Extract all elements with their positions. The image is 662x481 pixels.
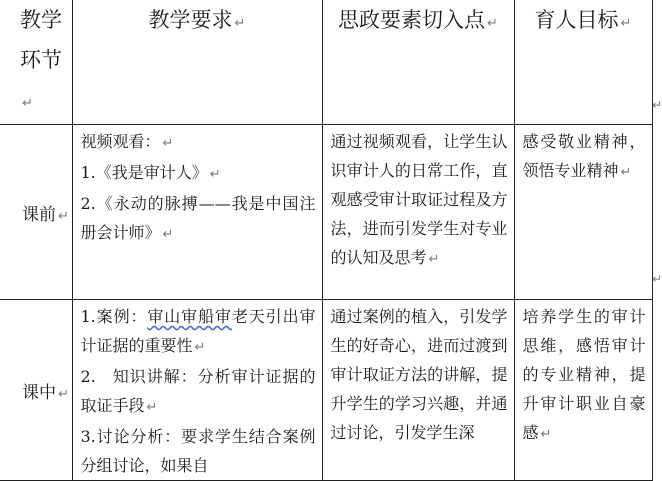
entry-point-text: 通过视频观看，让学生认识审计人的日常工作，直观感受审计取证过程及方法，进而引发学生对专业的认知及思考 bbox=[330, 132, 508, 267]
cell-end-mark: ↵ bbox=[58, 386, 69, 402]
header-entry-point bbox=[322, 0, 514, 125]
entry-point-cell bbox=[322, 125, 514, 300]
row-end-mark: ↵ bbox=[652, 98, 662, 112]
requirement-line: 视频观看： bbox=[80, 132, 161, 151]
requirement-item1-rest: 老天引出审计证据的重要性 bbox=[80, 307, 316, 355]
table-row-in-class bbox=[0, 300, 652, 481]
entry-point-cell bbox=[322, 300, 514, 481]
header-stage-line2: 环节 bbox=[20, 48, 62, 72]
header-requirement-label: 教学要求 bbox=[148, 8, 233, 32]
table-header-row bbox=[0, 0, 652, 125]
header-requirement bbox=[72, 0, 322, 125]
stage-label-cell bbox=[0, 125, 72, 300]
paragraph-mark: ↵ bbox=[194, 340, 206, 355]
requirement-line: 1.《我是审计人》 bbox=[80, 163, 208, 182]
cell-end-mark: ↵ bbox=[620, 16, 632, 31]
requirement-item2-text: 知识讲解：分析审计证据的取证手段 bbox=[80, 367, 316, 415]
goal-cell bbox=[514, 300, 652, 481]
entry-point-text: 通过案例的植入，引发学生的好奇心，进而过渡到审计取证方法的讲解，提升学生的学习兴趣，并通过讨论，引发学生深 bbox=[330, 307, 508, 442]
requirement-cell bbox=[72, 125, 322, 300]
stage-label: 课中 bbox=[22, 382, 56, 403]
cell-end-mark: ↵ bbox=[540, 427, 552, 442]
header-goal-label: 育人目标 bbox=[534, 8, 619, 32]
goal-cell bbox=[514, 125, 652, 300]
row-end-mark: ↵ bbox=[652, 272, 662, 286]
cell-end-mark: ↵ bbox=[234, 16, 246, 31]
cell-end-mark: ↵ bbox=[620, 165, 632, 180]
requirement-item3: 3.讨论分析：要求学生结合案例分组讨论，如果自 bbox=[80, 427, 316, 475]
header-stage-line1: 教学 bbox=[20, 8, 62, 32]
stage-label: 课前 bbox=[22, 204, 56, 225]
requirement-item1-prefix: 1.案例： bbox=[80, 307, 148, 326]
cell-end-mark: ↵ bbox=[22, 96, 33, 111]
stage-label-cell bbox=[0, 300, 72, 481]
requirement-cell bbox=[72, 300, 322, 481]
cell-end-mark: ↵ bbox=[428, 252, 440, 267]
requirement-item2-number: 2. bbox=[80, 367, 96, 386]
paragraph-mark: ↵ bbox=[146, 400, 158, 415]
requirement-line: 2.《永动的脉搏——我是中国注册会计师》 bbox=[80, 194, 316, 242]
cell-end-mark: ↵ bbox=[58, 208, 69, 224]
cell-end-mark: ↵ bbox=[487, 16, 498, 31]
header-goal bbox=[514, 0, 652, 125]
paragraph-mark: ↵ bbox=[162, 136, 174, 151]
header-stage bbox=[0, 0, 72, 125]
table-row-pre-class bbox=[0, 125, 652, 300]
goal-text: 培养学生的审计思维，感悟审计的专业精神，提升审计职业自豪感 bbox=[522, 307, 646, 442]
spellcheck-underlined-text[interactable]: 审山审船审 bbox=[147, 307, 232, 326]
cell-end-mark: ↵ bbox=[162, 227, 174, 242]
paragraph-mark: ↵ bbox=[209, 167, 221, 182]
header-entry-point-label: 思政要素切入点 bbox=[338, 8, 486, 32]
goal-text: 感受敬业精神，领悟专业精神 bbox=[522, 132, 646, 180]
